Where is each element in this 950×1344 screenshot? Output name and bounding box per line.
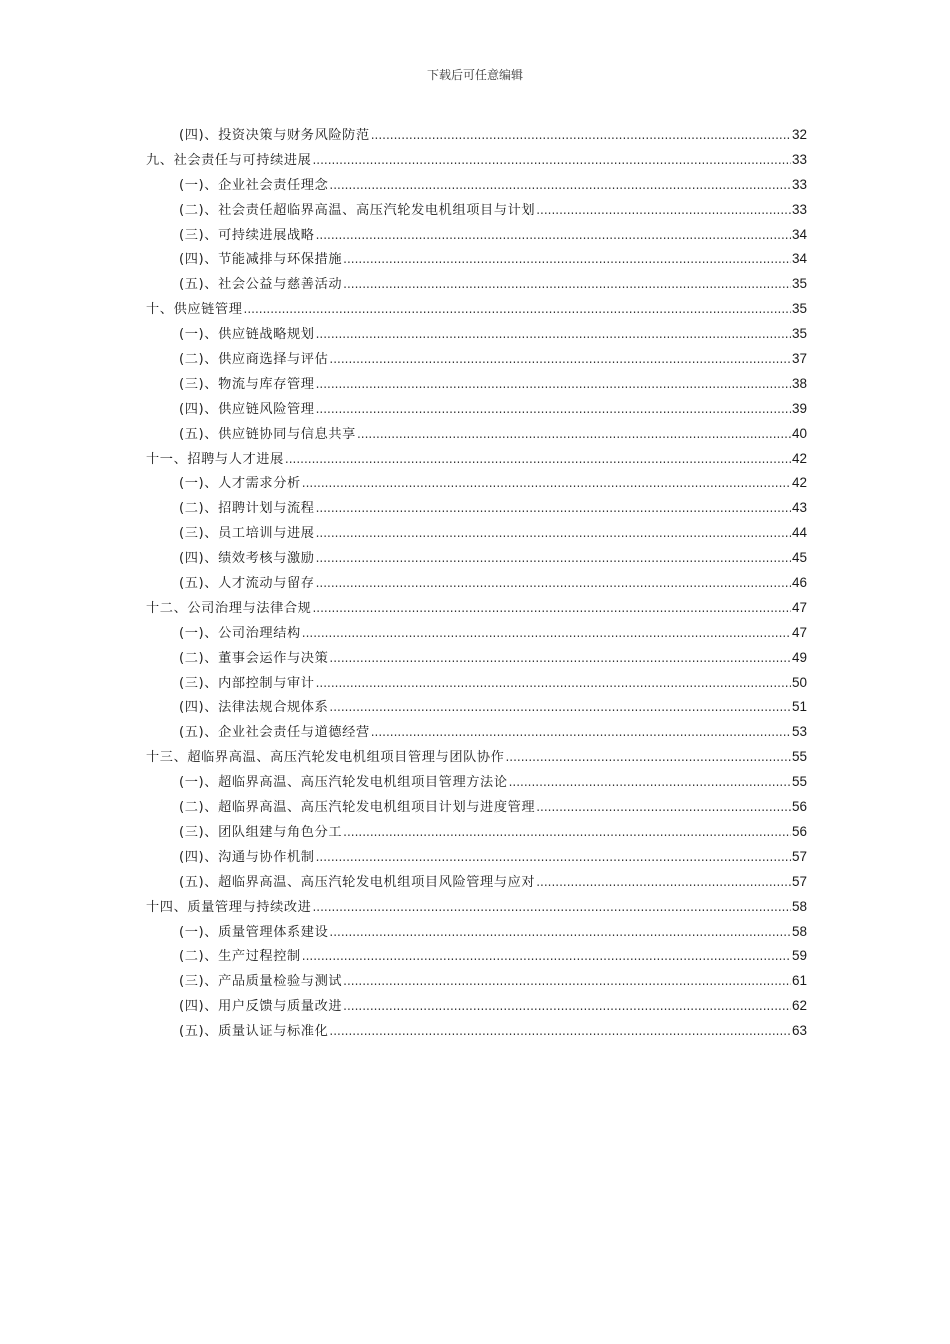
toc-dot-leader bbox=[316, 327, 791, 341]
toc-entry-label: (四)、法律法规合规体系 bbox=[179, 700, 329, 716]
toc-entry-label: (三)、物流与库存管理 bbox=[179, 376, 315, 392]
toc-entry-label: (二)、董事会运作与决策 bbox=[179, 650, 329, 666]
toc-entry-label: 十、供应链管理 bbox=[146, 302, 243, 318]
toc-entry-label: (五)、超临界高温、高压汽轮发电机组项目风险管理与应对 bbox=[179, 874, 536, 890]
toc-dot-leader bbox=[509, 775, 791, 789]
toc-dot-leader bbox=[371, 725, 791, 739]
toc-entry-label: (五)、社会公益与慈善活动 bbox=[179, 277, 343, 293]
toc-entry[interactable] bbox=[146, 273, 807, 298]
toc-entry-label: 十三、超临界高温、高压汽轮发电机组项目管理与团队协作 bbox=[146, 750, 505, 766]
toc-entry-label: 十一、招聘与人才进展 bbox=[146, 451, 284, 467]
toc-entry[interactable] bbox=[146, 298, 807, 323]
toc-dot-leader bbox=[316, 850, 791, 864]
toc-dot-leader bbox=[316, 377, 791, 391]
toc-entry[interactable] bbox=[146, 497, 807, 522]
toc-entry[interactable] bbox=[146, 248, 807, 273]
toc-entry[interactable] bbox=[146, 746, 807, 771]
toc-entry[interactable] bbox=[146, 547, 807, 572]
toc-entry-page-number: 47 bbox=[791, 624, 807, 640]
toc-dot-leader bbox=[285, 452, 791, 466]
toc-entry-label: (一)、供应链战略规划 bbox=[179, 327, 315, 343]
toc-dot-leader bbox=[316, 551, 791, 565]
toc-entry-label: (二)、供应商选择与评估 bbox=[179, 352, 329, 368]
toc-entry-page-number: 57 bbox=[791, 873, 807, 889]
toc-entry-label: (一)、超临界高温、高压汽轮发电机组项目管理方法论 bbox=[179, 775, 508, 791]
toc-dot-leader bbox=[316, 501, 791, 515]
toc-entry-page-number: 33 bbox=[791, 201, 807, 217]
toc-entry-label: 十四、质量管理与持续改进 bbox=[146, 899, 312, 915]
toc-entry-page-number: 53 bbox=[791, 724, 807, 740]
toc-entry-label: (三)、内部控制与审计 bbox=[179, 675, 315, 691]
toc-entry-page-number: 38 bbox=[791, 375, 807, 391]
toc-entry[interactable] bbox=[146, 921, 807, 946]
toc-dot-leader bbox=[312, 601, 791, 615]
toc-entry-label: (五)、企业社会责任与道德经营 bbox=[179, 725, 370, 741]
toc-dot-leader bbox=[312, 153, 791, 167]
toc-entry[interactable] bbox=[146, 945, 807, 970]
toc-entry[interactable] bbox=[146, 647, 807, 672]
toc-entry-label: (四)、绩效考核与激励 bbox=[179, 551, 315, 567]
toc-entry-page-number: 50 bbox=[791, 674, 807, 690]
toc-dot-leader bbox=[343, 825, 791, 839]
toc-dot-leader bbox=[329, 700, 791, 714]
toc-entry[interactable] bbox=[146, 448, 807, 473]
toc-entry-page-number: 61 bbox=[791, 973, 807, 989]
toc-entry-page-number: 32 bbox=[791, 127, 807, 142]
toc-entry[interactable] bbox=[146, 423, 807, 448]
toc-entry[interactable] bbox=[146, 871, 807, 896]
toc-entry-page-number: 33 bbox=[791, 176, 807, 192]
toc-entry-page-number: 33 bbox=[791, 151, 807, 167]
toc-entry-page-number: 63 bbox=[791, 1023, 807, 1039]
toc-entry[interactable] bbox=[146, 348, 807, 373]
toc-entry[interactable] bbox=[146, 224, 807, 249]
toc-entry-page-number: 34 bbox=[791, 226, 807, 242]
toc-dot-leader bbox=[536, 875, 791, 889]
toc-entry-page-number: 37 bbox=[791, 351, 807, 367]
toc-entry-page-number: 40 bbox=[791, 425, 807, 441]
toc-entry-label: (一)、质量管理体系建设 bbox=[179, 924, 329, 940]
toc-entry-page-number: 34 bbox=[791, 251, 807, 267]
toc-entry-page-number: 43 bbox=[791, 500, 807, 516]
toc-entry[interactable] bbox=[146, 1020, 807, 1045]
toc-dot-leader bbox=[536, 800, 791, 814]
toc-dot-leader bbox=[329, 352, 791, 366]
toc-entry-label: (四)、投资决策与财务风险防范 bbox=[179, 128, 370, 143]
toc-dot-leader bbox=[316, 402, 791, 416]
toc-entry-label: (四)、节能减排与环保措施 bbox=[179, 252, 343, 268]
toc-entry[interactable] bbox=[146, 995, 807, 1020]
toc-dot-leader bbox=[329, 925, 791, 939]
toc-entry-page-number: 56 bbox=[791, 799, 807, 815]
toc-dot-leader bbox=[302, 949, 791, 963]
toc-entry-label: (四)、沟通与协作机制 bbox=[179, 849, 315, 865]
toc-entry-page-number: 42 bbox=[791, 475, 807, 491]
toc-entry-label: (四)、供应链风险管理 bbox=[179, 401, 315, 417]
toc-entry-page-number: 58 bbox=[791, 923, 807, 939]
toc-entry[interactable] bbox=[146, 149, 807, 174]
toc-entry-page-number: 59 bbox=[791, 948, 807, 964]
toc-entry-label: (二)、社会责任超临界高温、高压汽轮发电机组项目与计划 bbox=[179, 202, 536, 218]
toc-entry-page-number: 47 bbox=[791, 599, 807, 615]
toc-entry-label: (二)、超临界高温、高压汽轮发电机组项目计划与进度管理 bbox=[179, 800, 536, 816]
toc-entry-page-number: 35 bbox=[791, 301, 807, 317]
toc-entry[interactable] bbox=[146, 846, 807, 871]
toc-entry[interactable] bbox=[146, 572, 807, 597]
toc-entry-page-number: 62 bbox=[791, 998, 807, 1014]
toc-entry[interactable] bbox=[146, 124, 807, 149]
toc-entry-label: (一)、公司治理结构 bbox=[179, 625, 301, 641]
toc-entry[interactable] bbox=[146, 796, 807, 821]
toc-entry-page-number: 49 bbox=[791, 649, 807, 665]
toc-entry-page-number: 45 bbox=[791, 550, 807, 566]
toc-entry[interactable] bbox=[146, 721, 807, 746]
toc-dot-leader bbox=[316, 228, 791, 242]
toc-dot-leader bbox=[357, 427, 791, 441]
toc-entry-page-number: 35 bbox=[791, 326, 807, 342]
toc-entry[interactable] bbox=[146, 373, 807, 398]
toc-entry-label: (三)、员工培训与进展 bbox=[179, 526, 315, 542]
toc-dot-leader bbox=[244, 302, 791, 316]
toc-entry[interactable] bbox=[146, 174, 807, 199]
toc-entry-page-number: 42 bbox=[791, 450, 807, 466]
toc-entry-label: (三)、团队组建与角色分工 bbox=[179, 824, 343, 840]
toc-dot-leader bbox=[316, 526, 791, 540]
toc-dot-leader bbox=[343, 277, 791, 291]
toc-entry[interactable] bbox=[146, 398, 807, 423]
toc-entry[interactable] bbox=[146, 323, 807, 348]
toc-entry[interactable] bbox=[146, 597, 807, 622]
toc-entry-label: (五)、供应链协同与信息共享 bbox=[179, 426, 356, 442]
toc-dot-leader bbox=[316, 676, 791, 690]
toc-entry[interactable] bbox=[146, 672, 807, 697]
toc-dot-leader bbox=[329, 178, 791, 192]
toc-dot-leader bbox=[343, 974, 791, 988]
toc-entry-page-number: 58 bbox=[791, 898, 807, 914]
toc-entry-page-number: 55 bbox=[791, 774, 807, 790]
toc-entry[interactable] bbox=[146, 896, 807, 921]
toc-entry-label: 九、社会责任与可持续进展 bbox=[146, 152, 312, 168]
toc-dot-leader bbox=[302, 626, 791, 640]
toc-entry-label: (一)、人才需求分析 bbox=[179, 476, 301, 492]
toc-entry-label: (三)、产品质量检验与测试 bbox=[179, 974, 343, 990]
toc-dot-leader bbox=[329, 1024, 791, 1038]
toc-entry[interactable] bbox=[146, 821, 807, 846]
page-header: 下载后可任意编辑 bbox=[426, 68, 523, 82]
toc-entry-page-number: 35 bbox=[791, 276, 807, 292]
toc-entry[interactable] bbox=[146, 970, 807, 995]
toc-entry-page-number: 56 bbox=[791, 823, 807, 839]
toc-entry-label: (四)、用户反馈与质量改进 bbox=[179, 999, 343, 1015]
toc-entry-label: (一)、企业社会责任理念 bbox=[179, 177, 329, 193]
toc-dot-leader bbox=[312, 900, 791, 914]
toc-dot-leader bbox=[343, 999, 791, 1013]
toc-entry-label: (二)、生产过程控制 bbox=[179, 949, 301, 965]
toc-dot-leader bbox=[302, 476, 791, 490]
toc-entry-page-number: 44 bbox=[791, 525, 807, 541]
toc-entry[interactable] bbox=[146, 696, 807, 721]
toc-dot-leader bbox=[536, 203, 791, 217]
toc-entry[interactable] bbox=[146, 622, 807, 647]
toc-dot-leader bbox=[316, 576, 791, 590]
toc-entry-page-number: 39 bbox=[791, 400, 807, 416]
toc-entry-label: (五)、质量认证与标准化 bbox=[179, 1024, 329, 1040]
toc-entry-page-number: 57 bbox=[791, 848, 807, 864]
toc-dot-leader bbox=[505, 750, 790, 764]
toc-dot-leader bbox=[371, 128, 791, 142]
toc-entry-page-number: 55 bbox=[791, 749, 807, 765]
toc-entry-label: (二)、招聘计划与流程 bbox=[179, 501, 315, 517]
toc-dot-leader bbox=[343, 252, 791, 266]
toc-entry-page-number: 51 bbox=[791, 699, 807, 715]
toc-entry[interactable] bbox=[146, 472, 807, 497]
toc-entry[interactable] bbox=[146, 522, 807, 547]
toc-dot-leader bbox=[329, 651, 791, 665]
toc-entry-label: 十二、公司治理与法律合规 bbox=[146, 600, 312, 616]
toc-entry[interactable] bbox=[146, 199, 807, 224]
table-of-contents bbox=[146, 124, 807, 1045]
toc-entry-label: (五)、人才流动与留存 bbox=[179, 576, 315, 592]
toc-entry-page-number: 46 bbox=[791, 575, 807, 591]
toc-entry[interactable] bbox=[146, 771, 807, 796]
toc-entry-label: (三)、可持续进展战略 bbox=[179, 227, 315, 243]
